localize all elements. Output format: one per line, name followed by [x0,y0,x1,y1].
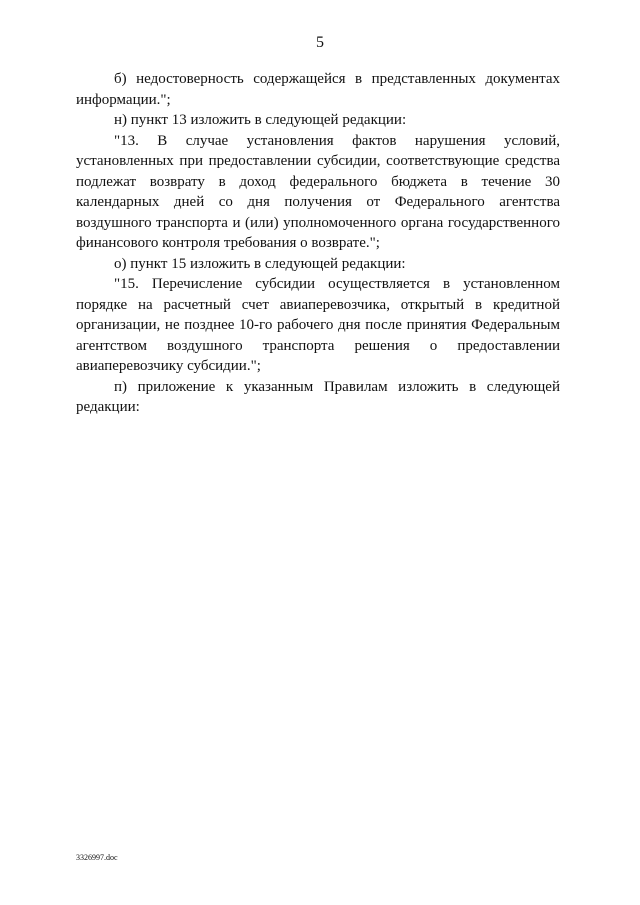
document-body [76,69,560,418]
paragraph-point-13: "13. В случае установления фактов нарушения условий, установленных при предоставлении субсидии, соответствующие средства подлежат возврату в доход федерального бюджета в течение 30 календарных дней со дня получения от Федерального агентства воздушного транспорта и (или) уполномоченного органа государственного финансового контроля требования о возврате."; [76,132,560,251]
paragraph-b: б) недостоверность содержащейся в представленных документах информации."; [76,71,560,108]
page-number: 5 [316,34,324,51]
paragraph-p: п) приложение к указанным Правилам изложить в следующей редакции: [76,378,560,415]
paragraph-o: о) пункт 15 изложить в следующей редакции: [114,255,406,272]
paragraph-point-15: "15. Перечисление субсидии осуществляется в установленном порядке на расчетный счет авиаперевозчика, открытый в кредитной организации, не позднее 10-го рабочего дня после принятия Федеральным агентством воздушного транспорта решения о предоставлении авиаперевозчику субсидии."; [76,276,560,374]
document-code: 3326997.doc [76,853,118,862]
paragraph-n: н) пункт 13 изложить в следующей редакции: [114,112,407,128]
